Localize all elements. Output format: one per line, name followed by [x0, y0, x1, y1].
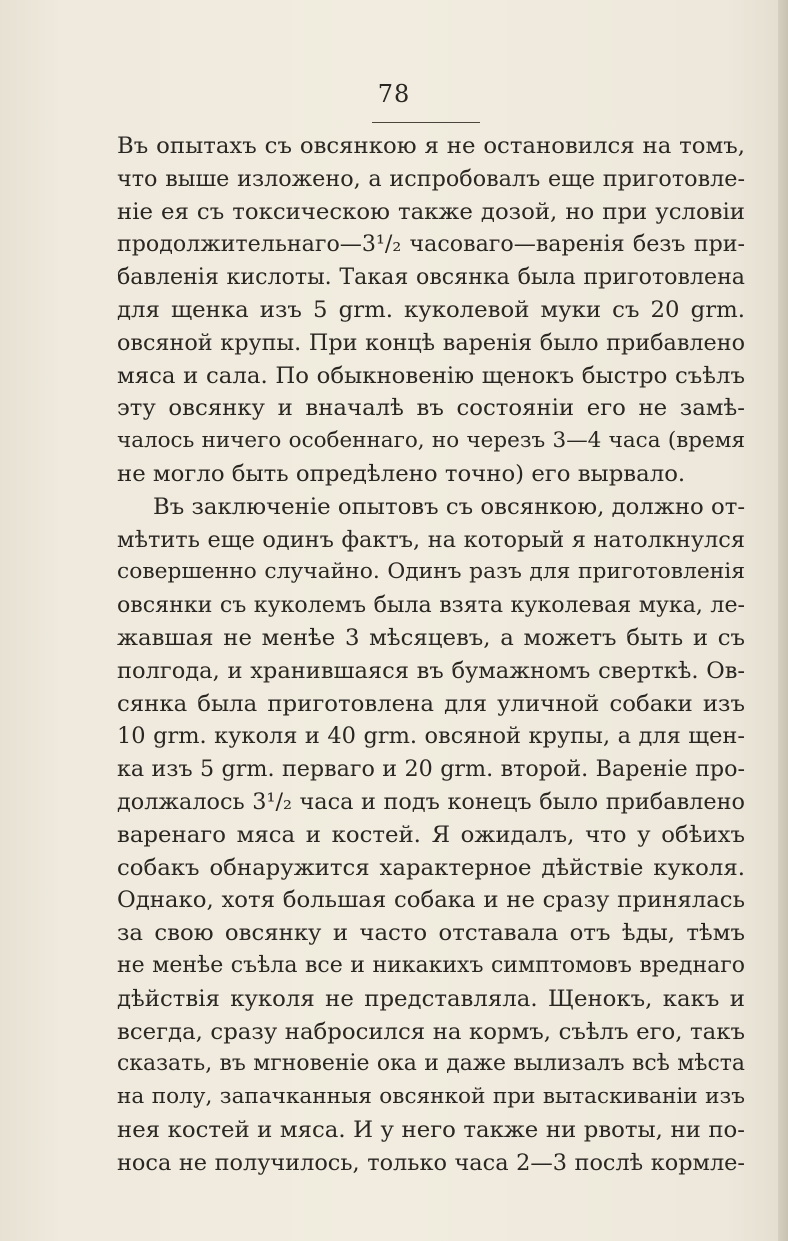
- text-line: Въ опытахъ съ овсянкою я не остановился на томъ,: [117, 133, 745, 159]
- text-line: не могло быть опредѣлено точно) его вырвало.: [117, 460, 686, 487]
- text-line: сказать, въ мгновеніе ока и даже вылизалъ всѣ мѣста: [117, 1051, 745, 1077]
- page-number: 78: [377, 80, 411, 108]
- text-line: носа не получилось, только часа 2—3 послѣ кормле-: [117, 1149, 745, 1176]
- page-edge: [778, 0, 788, 1241]
- text-line: собакъ обнаружится характерное дѣйствіе куколя.: [117, 854, 745, 881]
- text-line: 10 grm. куколя и 40 grm. овсяной крупы, а для щен-: [117, 723, 745, 750]
- text-line: совершенно случайно. Одинъ разъ для приготовленія: [117, 559, 745, 585]
- text-line: овсянки съ куколемъ была взята куколевая мука, ле-: [117, 592, 745, 619]
- text-line: продолжительнаго—3¹/₂ часоваго—варенія безъ при-: [117, 231, 745, 258]
- text-line: мяса и сала. По обыкновенію щенокъ быстро съѣлъ: [117, 362, 745, 389]
- text-line: ка изъ 5 grm. перваго и 20 grm. второй. Вареніе про-: [117, 756, 745, 783]
- text-line: эту овсянку и вначалѣ въ состояніи его не замѣ-: [117, 395, 745, 422]
- text-line: Однако, хотя большая собака и не сразу принялась: [117, 887, 745, 914]
- text-line: всегда, сразу набросился на кормъ, съѣлъ его, такъ: [117, 1018, 745, 1045]
- text-line: мѣтить еще одинъ фактъ, на который я натолкнулся: [117, 526, 745, 553]
- text-line: сянка была приготовлена для уличной собаки изъ: [117, 690, 745, 717]
- text-line: полгода, и хранившаяся въ бумажномъ сверткѣ. Ов-: [117, 657, 745, 684]
- text-line: дѣйствія куколя не представляла. Щенокъ, какъ и: [117, 985, 745, 1012]
- text-line: что выше изложено, а испробовалъ еще приготовле-: [117, 165, 745, 192]
- body-text: [117, 130, 745, 1180]
- text-line: ніе ея съ токсическою также дозой, но при условіи: [117, 198, 745, 225]
- text-line: бавленія кислоты. Такая овсянка была приготовлена: [117, 264, 745, 291]
- text-line: не менѣе съѣла все и никакихъ симптомовъ вреднаго: [117, 952, 745, 978]
- text-line: овсяной крупы. При концѣ варенія было прибавлено: [117, 329, 745, 356]
- text-line: варенаго мяса и костей. Я ожидалъ, что у обѣихъ: [117, 821, 745, 848]
- page-number-rule: [372, 122, 480, 123]
- text-line: для щенка изъ 5 grm. куколевой муки съ 20 grm.: [117, 296, 745, 323]
- text-line: жавшая не менѣе 3 мѣсяцевъ, а можетъ быть и съ: [117, 624, 745, 651]
- text-line: нея костей и мяса. И у него также ни рвоты, ни по-: [117, 1116, 745, 1143]
- text-line: Въ заключеніе опытовъ съ овсянкою, должно от-: [153, 493, 746, 520]
- text-line: за свою овсянку и часто отставала отъ ѣды, тѣмъ: [117, 920, 745, 947]
- text-line: должалось 3¹/₂ часа и подъ конецъ было прибавлено: [117, 788, 745, 815]
- text-line: чалось ничего особеннаго, но черезъ 3—4 часа (время: [117, 428, 745, 454]
- text-line: на полу, запачканныя овсянкой при вытаскиваніи изъ: [117, 1084, 745, 1110]
